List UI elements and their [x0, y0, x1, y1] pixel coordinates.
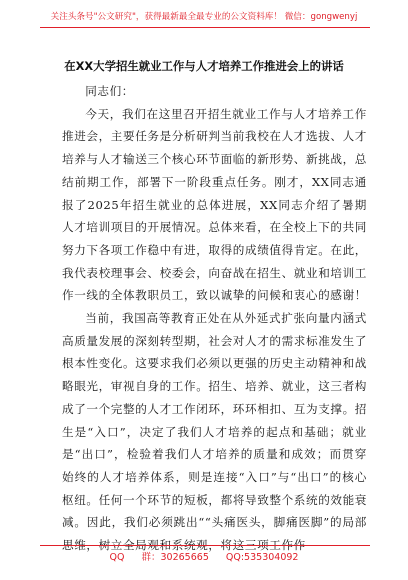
header-divider [40, 27, 370, 28]
header-banner: 关注头条号"公文研究"，获得最新最全最专业的公文资料库！ 微信：gongwenyj [50, 12, 358, 22]
salutation: 同志们： [85, 84, 134, 98]
footer-divider [40, 545, 370, 546]
paragraph-1: 今天，我们在这里召开招生就业工作与人才培养工作推进会，主要任务是分析研判当前我校在人才选拔、人才培养与人才输送三个核心环节面临的新形势、新挑战，总结前期工作，部署下一阶段重点任务。刚才，XX同志通报了2025年招生就业的总体进展，XX同志介绍了暑期人才培训项目的开展情况。总体来看，在全校上下的共同努力下各项工作稳中有进，取得的成绩值得肯定。在此，我代表校理事会、校委会，向奋战在招生、就业和培训工作一线的全体教职员工，致以诚挚的问候和衷心的感谢！ [62, 106, 367, 303]
qq-number: QQ:535304092 [225, 552, 299, 563]
footer-contact [0, 549, 408, 563]
qq-group-number: QQ 群：30265665 [109, 552, 209, 563]
paragraph-2: 当前，我国高等教育正处在从外延式扩张向量内涵式高质量发展的深刻转型期，社会对人才的需求标准发生了根本性变化。这要求我们必须以更强的历史主动精神和战略眼光，审视自身的工作。招生、培养、就业，这三者构成了一个完整的人才工作闭环，环环相扣、互为支撑。招生是“入口”，决定了我们人才培养的起点和基础；就业是“出口”，检验着我们人才培养的质量和成效；而贯穿始终的人才培养体系，则是连接“入口”与“出口”的核心枢纽。任何一个环节的短板，都将导致整个系统的效能衰减。因此，我们必须跳出““头痛医头，脚痛医脚”的局部思维，树立全局观和系统观，将这三项工作作 [62, 311, 367, 553]
speech-body [62, 80, 367, 557]
page-title: 在XX大学招生就业工作与人才培养工作推进会上的讲话 [64, 59, 344, 73]
